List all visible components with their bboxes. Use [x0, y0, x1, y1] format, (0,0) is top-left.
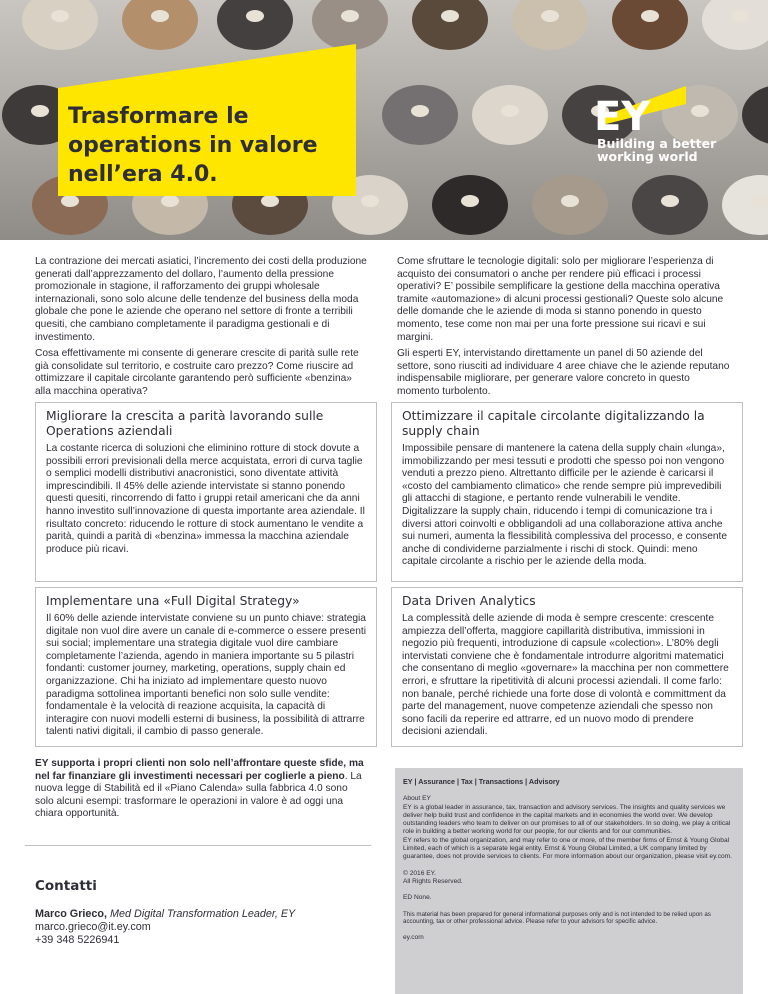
- section-body: Il 60% delle aziende intervistate conviene su un punto chiave: strategia digitale non vuol dire avere un canale di e-commerce o essere presenti sui social; implementare una strategia digitale vuol dire cambiare completamente l’azienda, agendo in maniera importante su 5 pilastri fondanti: customer journey, marketing, operations, supply chain ed organizzazione. Chi ha iniziato ad implementare questo nuovo paradigma sottolinea importanti benefici non solo sulle vendite: fondamentale è la velocità di reazione acquisita, la capacità di interagire con nuovi modelli esterni di business, la possibilità di attrarre talenti nativi digitali, il cambio di passo generale.: [46, 613, 366, 738]
- section-box-digital-strategy: [35, 587, 377, 747]
- intro-paragraph-right-2: Gli esperti EY, intervistando direttamente un panel di 50 aziende del settore, sono riusciti ad individuare 4 aree chiave che le aziende reputano indispensabile migliorare, per generare valore concreto in questo momento turbolento.: [397, 348, 730, 397]
- hero-banner: [0, 0, 768, 240]
- contact-email[interactable]: marco.grieco@it.ey.com: [35, 921, 151, 933]
- section-box-supply-chain: [391, 402, 743, 582]
- section-title: Migliorare la crescita a parità lavorando sulle Operations aziendali: [46, 409, 324, 438]
- contact-phone[interactable]: +39 348 5226941: [35, 934, 120, 946]
- ey-logo-text: EY: [594, 94, 651, 140]
- intro-paragraph-right-1: Come sfruttare le tecnologie digitali: solo per migliorare l’esperienza di acquisto dei consumatori o anche per rendere più efficaci i processi operativi? E’ possibile semplificare la gestione della macchina operativa tramite «automazione» di alcuni processi gestionali? Queste solo alcune delle domande che le aziende di moda si stanno ponendo in questo momento, tese come non mai per una forte pressione sui ricavi e sui margini.: [397, 256, 724, 343]
- cta-bold-text: EY supporta i propri clienti non solo nell’affrontare queste sfide, ma nel far finanziare gli investimenti necessari per coglierle a pieno: [35, 758, 364, 782]
- contact-name: Marco Grieco,: [35, 908, 108, 920]
- ey-copyright: © 2016 EY. All Rights Reserved.: [403, 869, 463, 885]
- ey-tagline: Building a better working world: [597, 136, 717, 164]
- ey-service-lines: EY | Assurance | Tax | Transactions | Advisory: [403, 777, 560, 786]
- section-body: Impossibile pensare di mantenere la catena della supply chain «lunga», immobilizzando per mesi tessuti e prodotti che spesso poi non vengono venduti a prezzo pieno. Altrettanto difficile per le aziende è caricarsi il «costo del cambiamento climatico» che rende sempre più imprevedibili gli attacchi di stagione, e pertanto rende vulnerabili le vendite. Digitalizzare la supply chain, riducendo i tempi di comunicazione tra i diversi attori coinvolti e obbligandoli ad una collaborazione attiva anche sui numeri, aumenta la flessibilità complessiva del processo, e consente anche di condividerne parzialmente i rischi di stock. Quindi: meno capitale circolante a rischio per le aziende della moda.: [402, 443, 728, 568]
- section-title: Implementare una «Full Digital Strategy»: [46, 594, 300, 608]
- contacts-section: [25, 845, 371, 991]
- intro-paragraph-left-1: La contrazione dei mercati asiatici, l’incremento dei costi della produzione generati dall’apprezzamento del dollaro, l’aumento della pressione promozionale in stagione, il rafforzamento dei gruppi wholesale internazionali, sono solo alcune delle tendenze del business della moda globale che pone le aziende che operano nel settore di fronte a terribili quesiti, che cambiano completamente il paradigma gestionali e di investimento.: [35, 256, 367, 343]
- contact-person: [35, 908, 295, 921]
- ey-disclaimer: This material has been prepared for general informational purposes only and is not intended to be relied upon as accounting, tax or other professional advice. Please refer to your advisors for specific advice.: [403, 910, 711, 926]
- contact-role: Med Digital Transformation Leader, EY: [110, 908, 296, 920]
- ey-info-panel: [395, 768, 743, 994]
- ey-ed-code: ED None.: [403, 894, 432, 902]
- cta-text: . La nuova legge di Stabilità ed il «Piano Calenda» sulla fabbrica 4.0 sono solo alcuni esempi: trasformare le operazioni in valore è ad oggi una chiara opportunità.: [35, 770, 362, 820]
- ey-about-text: About EY EY is a global leader in assurance, tax, transaction and advisory services. The insights and quality services we deliver help build trust and confidence in the capital markets and in economies the world over. We develop outstanding leaders who team to deliver on our promises to all of our stakeholders. In so doing, we play a critical role in building a better working world for our people, for our clients and for our communities. EY refers to the global organization, and may refer to one or more, of the member firms of Ernst & Young Global Limited, each of which is a separate legal entity. Ernst & Young Global Limited, a UK company limited by guarantee, does not provide services to clients. For more information about our organization, please visit ey.com.: [403, 795, 733, 861]
- section-box-data-analytics: [391, 587, 743, 747]
- section-box-growth: [35, 402, 377, 582]
- page-title: Trasformare le operations in valore nell’era 4.0.: [68, 104, 318, 187]
- section-body: La costante ricerca di soluzioni che eliminino rotture di stock dovute a possibili errori previsionali della merce acquistata, errori di curva taglie o semplici modelli distributivi anacronistici, sono diventate attività imprescindibili. Il 45% delle aziende intervistate si stanno ponendo questi quesiti, rincorrendo di fatto i gruppi retail americani che da anni hanno investito sull’innovazione di questa importante area aziendale. Il risultato concreto: riducendo le rotture di stock aumentano le vendite a parità, quindi a parità di «benzina» immessa la macchina aziendale produce più ricavi.: [46, 443, 365, 555]
- contacts-heading: Contatti: [35, 878, 97, 894]
- call-to-action-paragraph: [35, 758, 369, 821]
- section-body: La complessità delle aziende di moda è sempre crescente: crescente ampiezza dell’offerta, maggiore capillarità distributiva, immissioni in negozio più frequenti, introduzione di capsule «colection». L’80% degli intervistati conviene che è fondamentale introdurre algoritmi matematici che consentano di meglio «governare» la macchina per non commettere errori, e sfruttare la ripetitività di alcuni processi aziendali. Il come farlo: non banale, perché richiede una forte dose di volontà e committment da parte del management, nuove competenze aziendali che spesso non sono facili da reperire ed attrarre, ed un nuovo modo di prendere decisioni aziendali.: [402, 613, 729, 738]
- section-title: Ottimizzare il capitale circolante digitalizzando la supply chain: [402, 409, 705, 438]
- ey-website[interactable]: ey.com: [403, 934, 424, 942]
- section-title: Data Driven Analytics: [402, 594, 536, 608]
- intro-paragraph-left-2: Cosa effettivamente mi consente di generare crescite di parità sulle rete già consolidate sul territorio, e costruite caro prezzo? Come riuscire ad ottimizzare il capitale circolante garantendo però sufficiente «benzina» alla macchina operativa?: [35, 348, 359, 397]
